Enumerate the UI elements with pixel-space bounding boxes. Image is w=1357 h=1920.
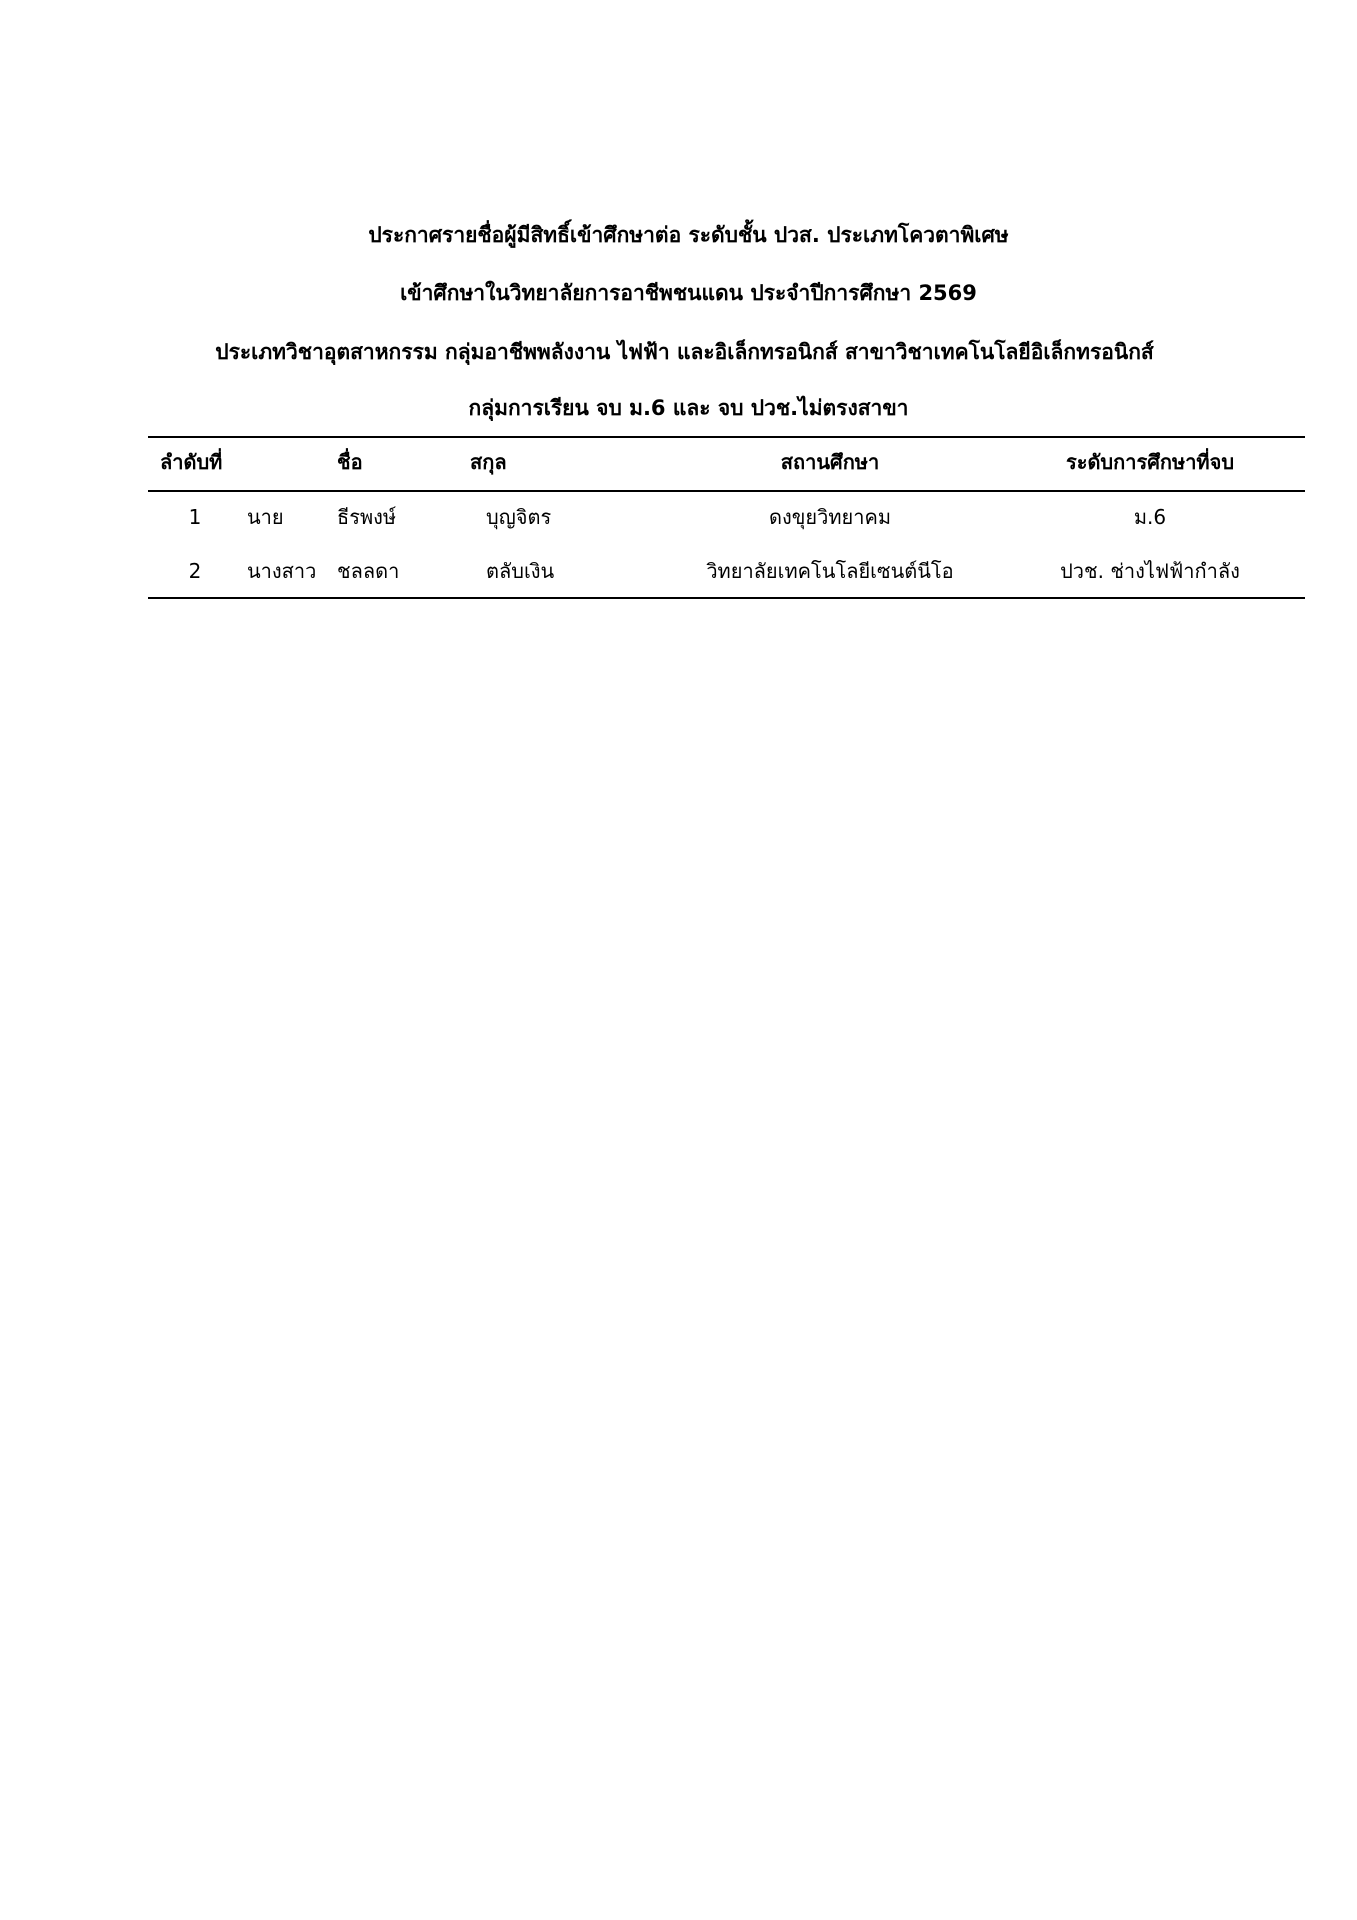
row-seq: 1 — [188, 505, 202, 529]
row-first-name: ธีรพงษ์ — [337, 505, 397, 529]
column-header-level: ระดับการศึกษาที่จบ — [1065, 450, 1235, 474]
row-title: นางสาว — [247, 559, 317, 583]
row-school: ดงขุยวิทยาคม — [768, 505, 892, 529]
column-header-seq: ลำดับที่ — [160, 450, 223, 474]
table-bottom-rule — [148, 597, 1305, 599]
row-title: นาย — [247, 505, 284, 529]
row-school: วิทยาลัยเทคโนโลยีเซนต์นีโอ — [706, 559, 954, 583]
table-header-rule — [148, 490, 1305, 492]
program-field: ประเภทวิชาอุตสาหกรรม กลุ่มอาชีพพลังงาน ไฟฟ้า และอิเล็กทรอนิกส์ สาขาวิชาเทคโนโลยีอิเล็กทรอนิกส์ — [215, 340, 1154, 364]
row-last-name: บุญจิตร — [486, 505, 552, 529]
college-academic-year: เข้าศึกษาในวิทยาลัยการอาชีพชนแดน ประจำปีการศึกษา 2569 — [400, 281, 977, 305]
row-last-name: ตลับเงิน — [486, 559, 555, 583]
column-header-last-name: สกุล — [470, 450, 507, 474]
row-seq: 2 — [188, 559, 202, 583]
row-first-name: ชลลดา — [337, 559, 400, 583]
study-group: กลุ่มการเรียน จบ ม.6 และ จบ ปวช.ไม่ตรงสาขา — [468, 396, 909, 420]
row-level: ม.6 — [1133, 505, 1167, 529]
column-header-first-name: ชื่อ — [337, 450, 363, 474]
table-top-rule — [148, 436, 1305, 438]
row-level: ปวช. ช่างไฟฟ้ากำลัง — [1060, 559, 1240, 583]
announcement-title: ประกาศรายชื่อผู้มีสิทธิ์เข้าศึกษาต่อ ระดับชั้น ปวส. ประเภทโควตาพิเศษ — [368, 223, 1009, 247]
column-header-school: สถานศึกษา — [780, 450, 880, 474]
